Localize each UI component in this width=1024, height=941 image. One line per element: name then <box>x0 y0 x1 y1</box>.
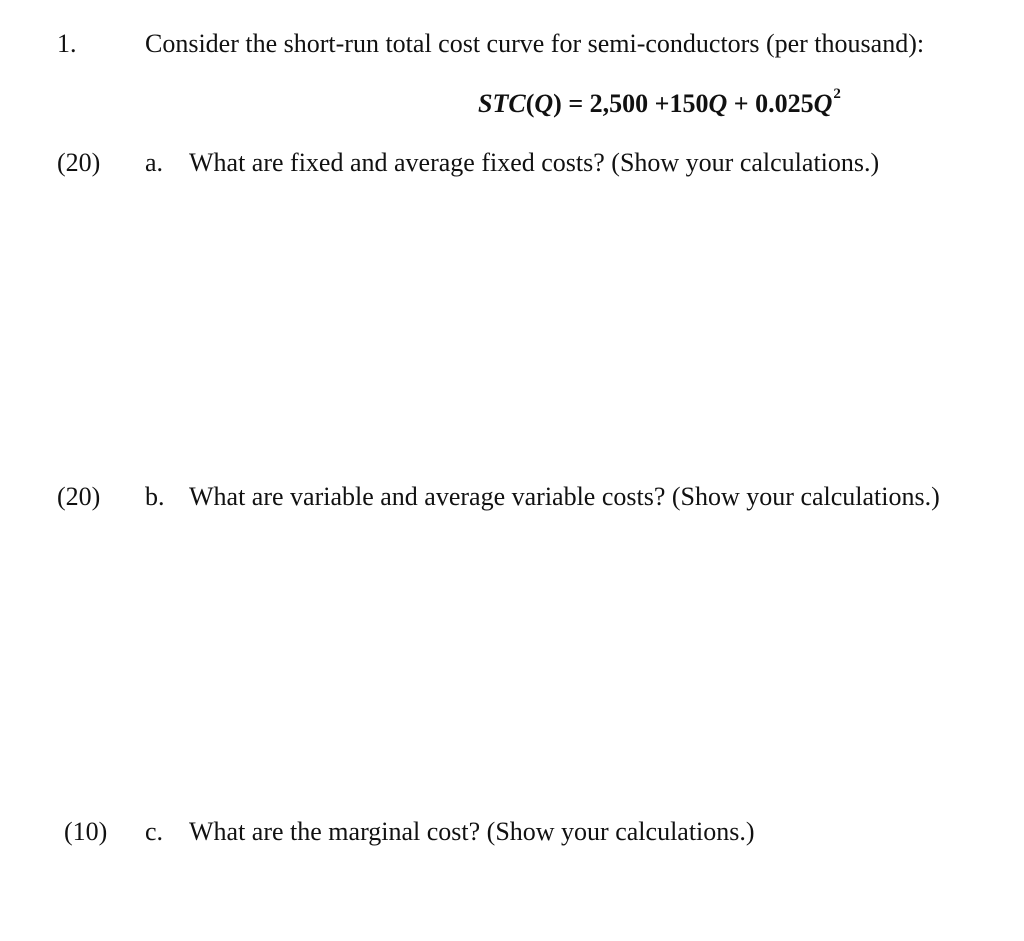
eq-quadratic-var: Q <box>813 89 833 118</box>
question-b-points: (20) <box>57 482 101 511</box>
cost-equation <box>478 88 841 119</box>
eq-linear-var: Q <box>708 89 728 118</box>
question-a-text: What are fixed and average fixed costs? (Show your calculations.) <box>189 148 880 177</box>
eq-equals: = <box>561 89 590 118</box>
question-c-points: (10) <box>64 817 108 846</box>
eq-lhs-arg: Q <box>534 89 554 118</box>
question-a-letter: a. <box>145 148 164 177</box>
eq-lhs-symbol: STC <box>478 89 526 118</box>
question-c-text: What are the marginal cost? (Show your calculations.) <box>189 817 755 846</box>
eq-exponent: 2 <box>833 86 841 102</box>
question-b-text: What are variable and average variable costs? (Show your calculations.) <box>189 482 940 511</box>
question-c-letter: c. <box>145 817 164 846</box>
eq-linear-term: +150 <box>648 89 709 118</box>
question-a-points: (20) <box>57 148 101 177</box>
eq-constant: 2,500 <box>589 89 649 118</box>
eq-quadratic-coef: 0.025 <box>755 89 814 118</box>
problem-number: 1. <box>57 29 77 58</box>
eq-plus: + <box>727 89 756 118</box>
eq-paren-close: ) <box>553 89 562 118</box>
eq-paren-open: ( <box>525 89 535 118</box>
question-b-letter: b. <box>145 482 165 511</box>
problem-intro: Consider the short-run total cost curve for semi-conductors (per thousand): <box>145 29 925 58</box>
